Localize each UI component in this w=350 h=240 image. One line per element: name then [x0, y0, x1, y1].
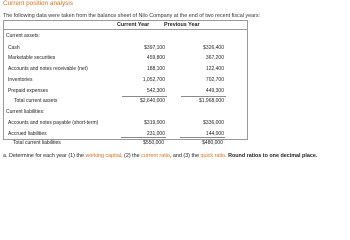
total-current-assets-label: Total current assets — [14, 98, 58, 104]
marketable-securities-current: 459,800 — [146, 55, 165, 61]
total-current-liabilities-label: Total current liabilities — [13, 140, 61, 146]
row-label-inventories: Inventories — [8, 77, 33, 83]
accrued-liabilities-current: 231,000 — [146, 131, 165, 137]
row-label-payables: Accounts and notes payable (short-term) — [8, 120, 99, 126]
row-label-prepaid-expenses: Prepaid expenses — [8, 88, 49, 94]
row-label-marketable-securities: Marketable securities — [8, 55, 56, 61]
liabilities-rule-current — [121, 137, 166, 138]
cash-previous: $326,400 — [203, 45, 224, 51]
row-label-cash: Cash — [8, 45, 20, 51]
total-current-liabilities-current: $550,000 — [143, 140, 164, 146]
balance-sheet-table — [3, 20, 248, 140]
subtotal-rule-previous — [181, 96, 226, 97]
total-current-assets-previous: $1,968,000 — [198, 98, 224, 104]
working-capital-link[interactable]: working capital — [85, 153, 122, 159]
page-title: Current position analysis — [3, 0, 73, 7]
quick-ratio-link[interactable]: quick ratio — [200, 153, 226, 159]
prepaid-expenses-previous: 449,300 — [205, 88, 224, 94]
rounding-instruction: Round ratios to one decimal place. — [228, 153, 318, 159]
total-current-assets-current: $2,640,000 — [139, 98, 165, 104]
row-label-receivables: Accounts and notes receivable (net) — [8, 66, 88, 72]
cropped-answer-row — [80, 166, 240, 170]
prepaid-expenses-current: 542,300 — [146, 88, 165, 94]
inventories-current: 1,052,700 — [142, 77, 165, 83]
payables-current: $319,000 — [144, 120, 165, 126]
header-previous-year: Previous Year — [164, 22, 200, 28]
subtotal-rule-current — [122, 96, 167, 97]
payables-previous: $336,000 — [203, 120, 224, 126]
current-liabilities-heading: Current liabilities: — [6, 109, 45, 115]
cash-current: $397,100 — [144, 45, 165, 51]
table-header — [4, 21, 247, 30]
inventories-previous: 702,700 — [205, 77, 224, 83]
question-a: a. Determine for each year (1) the working capital, (2) the current ratio, and (3) the quick ratio. Round ratios to one decimal place. — [3, 153, 318, 159]
header-current-year: Current Year — [117, 22, 150, 28]
current-ratio-link[interactable]: current ratio — [141, 153, 170, 159]
receivables-current: 188,100 — [146, 66, 165, 72]
marketable-securities-previous: 367,200 — [205, 55, 224, 61]
total-current-liabilities-previous: $480,000 — [202, 140, 223, 146]
accrued-liabilities-previous: 144,000 — [205, 131, 224, 137]
current-assets-heading: Current assets: — [6, 33, 40, 39]
receivables-previous: 122,400 — [205, 66, 224, 72]
intro-text: The following data were taken from the balance sheet of Nilo Company at the end of two recent fiscal years: — [3, 13, 261, 19]
liabilities-rule-previous — [180, 137, 225, 138]
row-label-accrued-liabilities: Accrued liabilities — [8, 131, 47, 137]
